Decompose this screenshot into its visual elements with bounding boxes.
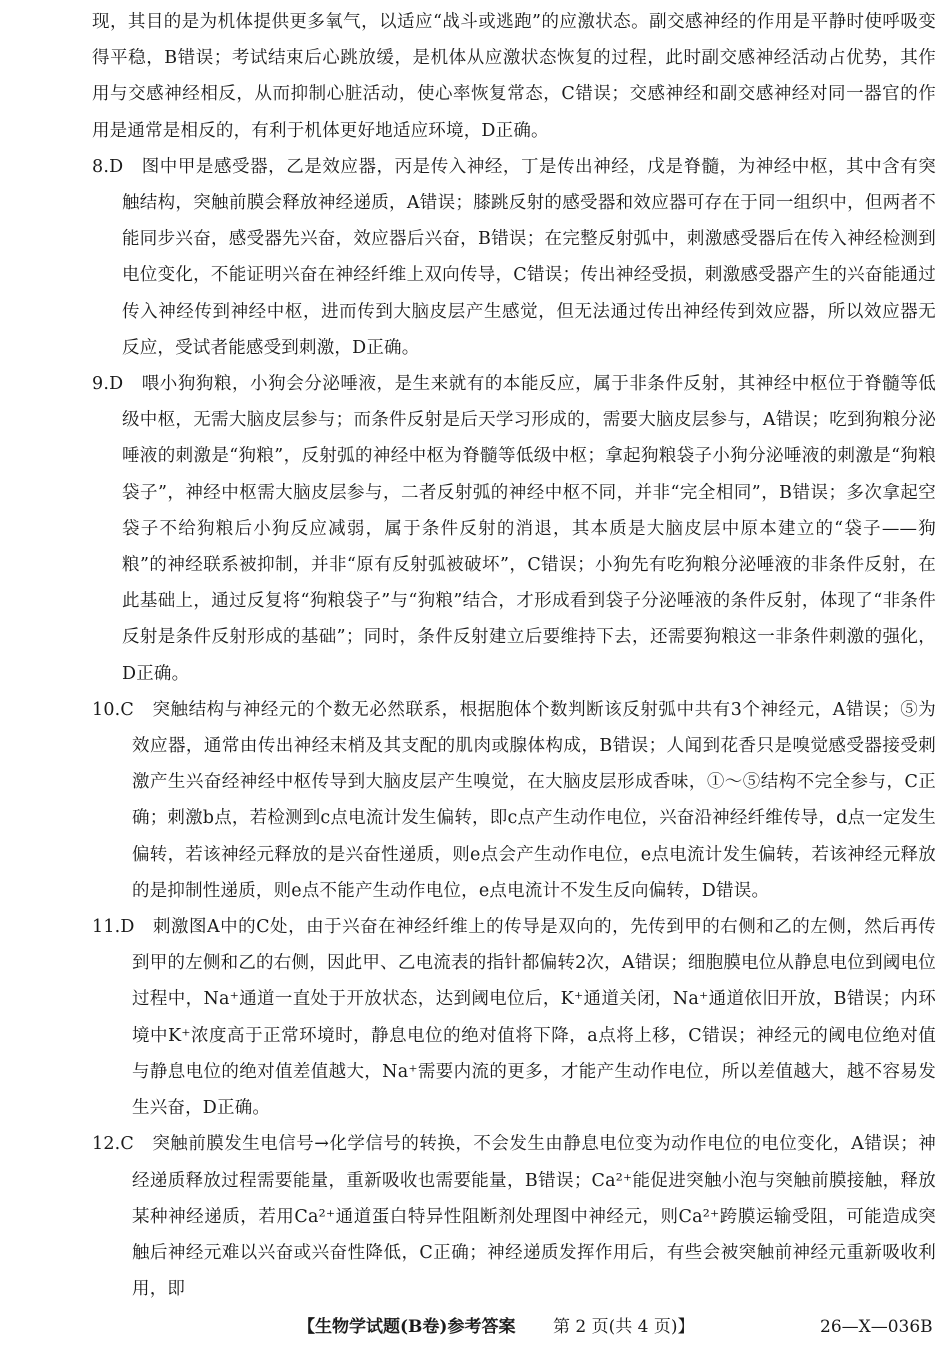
question-11-text: 刺激图A中的C处，由于兴奋在神经纤维上的传导是双向的，先传到甲的右侧和乙的左侧，然后再传到甲的左侧和乙的右侧，因此甲、乙电流表的指针都偏转2次，A错误；细胞膜电位从静息电位到阈电位过程中，Na⁺通道一直处于开放状态，达到阈电位后，K⁺通道关闭，Na⁺通道依旧开放，B错误；内环境中K⁺浓度高于正常环境时，静息电位的绝对值将下降，a点将上移，C错误；神经元的阈电位绝对值与静息电位的绝对值差值越大，Na⁺需要内流的更多，才能产生动作电位，所以差值越大，越不容易发生兴奋，D正确。 xyxy=(132,917,936,1119)
continued-paragraph: 现，其目的是为机体提供更多氧气，以适应“战斗或逃跑”的应激状态。副交感神经的作用是平静时使呼吸变得平稳，B错误；考试结束后心跳放缓，是机体从应激状态恢复的过程，此时副交感神经活动占优势，其作用与交感神经相反，从而抑制心脏活动，使心率恢复常态，C错误；交感神经和副交感神经对同一器官的作用是通常是相反的，有利于机体更好地适应环境，D正确。 xyxy=(92,12,936,141)
question-12-text: 突触前膜发生电信号→化学信号的转换，不会发生由静息电位变为动作电位的电位变化，A错误；神经递质释放过程需要能量，重新吸收也需要能量，B错误；Ca²⁺能促进突触小泡与突触前膜接触，释放某种神经递质，若用Ca²⁺通道蛋白特异性阻断剂处理图中神经元，则Ca²⁺跨膜运输受阻，可能造成突触后神经元难以兴奋或兴奋性降低，C正确；神经递质发挥作用后，有些会被突触前神经元重新吸收利用，即 xyxy=(132,1134,936,1300)
question-8-text: 图中甲是感受器，乙是效应器，丙是传入神经，丁是传出神经，戊是脊髓，为神经中枢，其中含有突触结构，突触前膜会释放神经递质，A错误；膝跳反射的感受器和效应器可存在于同一组织中，但两者不能同步兴奋，感受器先兴奋，效应器后兴奋，B错误；在完整反射弧中，刺激感受器后在传入神经检测到电位变化，不能证明兴奋在神经纤维上双向传导，C错误；传出神经受损，刺激感受器产生的兴奋能通过传入神经传到神经中枢，进而传到大脑皮层产生感觉，但无法通过传出神经传到效应器，所以效应器无反应，受试者能感受到刺激，D正确。 xyxy=(122,156,936,358)
question-8-answer xyxy=(92,149,936,366)
question-12-answer xyxy=(92,1126,936,1307)
question-10-number: 10.C xyxy=(92,699,135,720)
footer-document-code: 26—X—036B xyxy=(820,1317,933,1337)
question-11-answer xyxy=(92,909,936,1126)
answer-content xyxy=(92,4,936,1307)
footer-title: 【生物学试题(B卷)参考答案 xyxy=(298,1317,516,1337)
page-footer xyxy=(0,1309,950,1345)
question-10-text: 突触结构与神经元的个数无必然联系，根据胞体个数判断该反射弧中共有3个神经元，A错误；⑤为效应器，通常由传出神经末梢及其支配的肌肉或腺体构成，B错误；人闻到花香只是嗅觉感受器接受刺激产生兴奋经神经中枢传导到大脑皮层产生嗅觉，在大脑皮层形成香味，①～⑤结构不完全参与，C正确；刺激b点，若检测到c点电流计发生偏转，即c点产生动作电位，兴奋沿神经纤维传导，d点一定发生偏转，若该神经元释放的是兴奋性递质，则e点会产生动作电位，e点电流计发生偏转，若该神经元释放的是抑制性递质，则e点不能产生动作电位，e点电流计不发生反向偏转，D错误。 xyxy=(132,699,936,901)
footer-page-number: 第 2 页(共 4 页)】 xyxy=(553,1317,695,1337)
question-9-answer xyxy=(92,366,936,692)
question-12-number: 12.C xyxy=(92,1134,135,1155)
question-8-number: 8.D xyxy=(92,156,124,177)
question-11-number: 11.D xyxy=(92,917,135,938)
question-10-answer xyxy=(92,692,936,909)
question-9-text: 喂小狗狗粮，小狗会分泌唾液，是生来就有的本能反应，属于非条件反射，其神经中枢位于脊髓等低级中枢，无需大脑皮层参与；而条件反射是后天学习形成的，需要大脑皮层参与，A错误；吃到狗粮分泌唾液的刺激是“狗粮”，反射弧的神经中枢为脊髓等低级中枢；拿起狗粮袋子小狗分泌唾液的刺激是“狗粮袋子”，神经中枢需大脑皮层参与，二者反射弧的神经中枢不同，并非“完全相同”，B错误；多次拿起空袋子不给狗粮后小狗反应减弱，属于条件反射的消退，其本质是大脑皮层中原本建立的“袋子——狗粮”的神经联系被抑制，并非“原有反射弧被破坏”，C错误；小狗先有吃狗粮分泌唾液的非条件反射，在此基础上，通过反复将“狗粮袋子”与“狗粮”结合，才形成看到袋子分泌唾液的条件反射，体现了“非条件反射是条件反射形成的基础”；同时，条件反射建立后要维持下去，还需要狗粮这一非条件刺激的强化，D正确。 xyxy=(122,374,936,684)
question-9-number: 9.D xyxy=(92,374,124,395)
